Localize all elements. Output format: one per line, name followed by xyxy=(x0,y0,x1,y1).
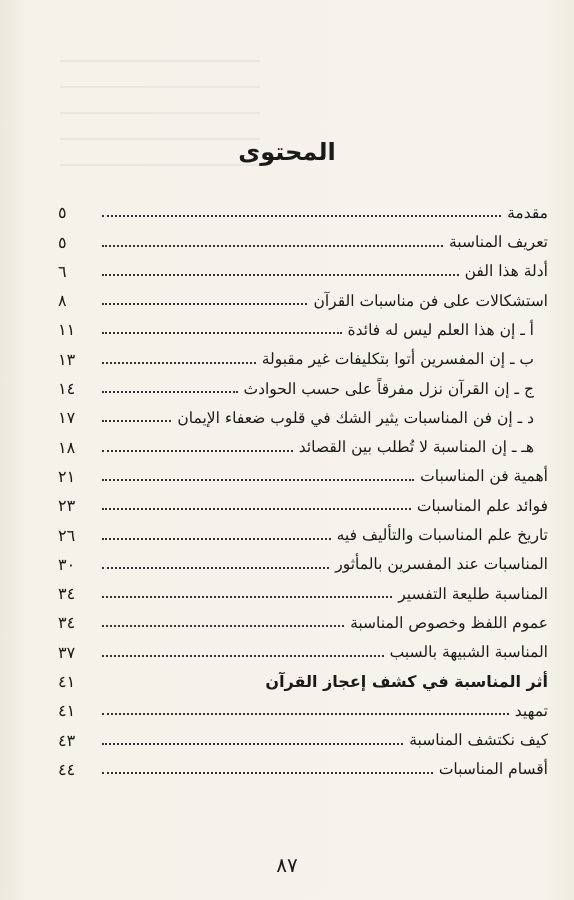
toc-entry-page: ٤٣ xyxy=(58,730,76,750)
toc-entry-label: ج ـ إن القرآن نزل مفرقاً على حسب الحوادث xyxy=(243,379,534,398)
toc-entry-label: المناسبة الشبيهة بالسبب xyxy=(389,643,548,662)
toc-entry-label: أهمية فن المناسبات xyxy=(420,467,548,486)
page-title: المحتوى xyxy=(238,138,336,166)
dot-leader xyxy=(102,538,331,540)
toc-entry xyxy=(58,368,548,397)
toc-entry-page: ٣٤ xyxy=(58,613,76,633)
toc-entry-label: مقدمة xyxy=(507,203,548,222)
toc-entry-page: ٢٦ xyxy=(58,525,76,545)
dot-leader xyxy=(102,215,501,217)
toc-entry-page: ١١ xyxy=(58,320,76,340)
toc-entry-page: ٣٧ xyxy=(58,642,76,662)
toc-entry xyxy=(58,309,548,338)
toc-entry-page: ٣٠ xyxy=(58,554,76,574)
toc-entry xyxy=(58,514,548,543)
toc-entry xyxy=(58,631,548,660)
toc-entry-page: ٤١ xyxy=(58,701,76,721)
dot-leader xyxy=(102,743,403,745)
toc-entry-page: ١٣ xyxy=(58,349,76,369)
toc-entry xyxy=(58,719,548,748)
toc-entry-page: ٥ xyxy=(58,232,67,252)
dot-leader xyxy=(102,274,459,276)
toc-entry xyxy=(58,397,548,426)
toc-entry-label: أدلة هذا الفن xyxy=(464,262,548,281)
dot-leader xyxy=(102,362,256,364)
toc-entry xyxy=(58,749,548,778)
toc-entry-page: ٦ xyxy=(58,261,67,281)
toc-entry-page: ٢٣ xyxy=(58,496,76,516)
toc-entry-label: أثر المناسبة في كشف إعجاز القرآن xyxy=(265,672,548,692)
toc-entry xyxy=(58,602,548,631)
toc-entry xyxy=(58,485,548,514)
toc-entry xyxy=(58,690,548,719)
page-number: ٨٧ xyxy=(276,853,298,877)
toc-entry-page: ٤٤ xyxy=(58,759,76,779)
toc-entry-label: عموم اللفظ وخصوص المناسبة xyxy=(350,613,548,632)
toc-entry-label: تاريخ علم المناسبات والتأليف فيه xyxy=(336,526,548,545)
toc-entry xyxy=(58,573,548,602)
dot-leader xyxy=(102,655,384,657)
toc-entry xyxy=(58,426,548,455)
toc-entry-page: ١٤ xyxy=(58,379,76,399)
dot-leader xyxy=(102,772,433,774)
dot-leader xyxy=(102,625,344,627)
toc-entry-label: استشكالات على فن مناسبات القرآن xyxy=(313,291,548,310)
dot-leader xyxy=(102,450,293,452)
toc-entry-page: ٢١ xyxy=(58,466,76,486)
dot-leader xyxy=(102,391,238,393)
table-of-contents xyxy=(58,192,548,778)
toc-entry-page: ١٧ xyxy=(58,408,76,428)
toc-entry-label: فوائد علم المناسبات xyxy=(416,496,548,515)
toc-entry-page: ٨ xyxy=(58,291,67,311)
toc-entry xyxy=(58,338,548,367)
dot-leader xyxy=(102,508,411,510)
dot-leader xyxy=(102,332,342,334)
dot-leader xyxy=(102,420,171,422)
toc-entry-label: أقسام المناسبات xyxy=(438,760,548,779)
toc-entry xyxy=(58,661,548,690)
dot-leader xyxy=(102,479,414,481)
toc-entry-label: كيف نكتشف المناسبة xyxy=(409,731,548,750)
toc-entry-page: ٤١ xyxy=(58,672,76,692)
toc-entry xyxy=(58,456,548,485)
toc-entry-label: هـ ـ إن المناسبة لا تُطلب بين القصائد xyxy=(298,438,534,457)
toc-entry-label: د ـ إن فن المناسبات يثير الشك في قلوب ضعفاء الإيمان xyxy=(177,408,534,427)
dot-leader xyxy=(102,713,509,715)
toc-entry xyxy=(58,280,548,309)
toc-entry-page: ٥ xyxy=(58,203,67,223)
toc-entry-label: تعريف المناسبة xyxy=(449,233,548,252)
toc-entry xyxy=(58,544,548,573)
toc-entry-page: ١٨ xyxy=(58,437,76,457)
dot-leader xyxy=(102,303,307,305)
toc-entry-label: تمهيد xyxy=(514,701,548,720)
toc-entry xyxy=(58,192,548,221)
toc-entry xyxy=(58,251,548,280)
toc-entry-label: ب ـ إن المفسرين أتوا بتكليفات غير مقبولة xyxy=(261,350,534,369)
toc-entry-label: المناسبات عند المفسرين بالمأثور xyxy=(335,555,548,574)
dot-leader xyxy=(102,567,329,569)
toc-entry-label: أ ـ إن هذا العلم ليس له فائدة xyxy=(347,320,534,339)
toc-entry-page: ٣٤ xyxy=(58,584,76,604)
dot-leader xyxy=(102,245,443,247)
toc-entry xyxy=(58,221,548,250)
toc-entry-label: المناسبة طليعة التفسير xyxy=(398,584,548,603)
dot-leader xyxy=(102,596,392,598)
